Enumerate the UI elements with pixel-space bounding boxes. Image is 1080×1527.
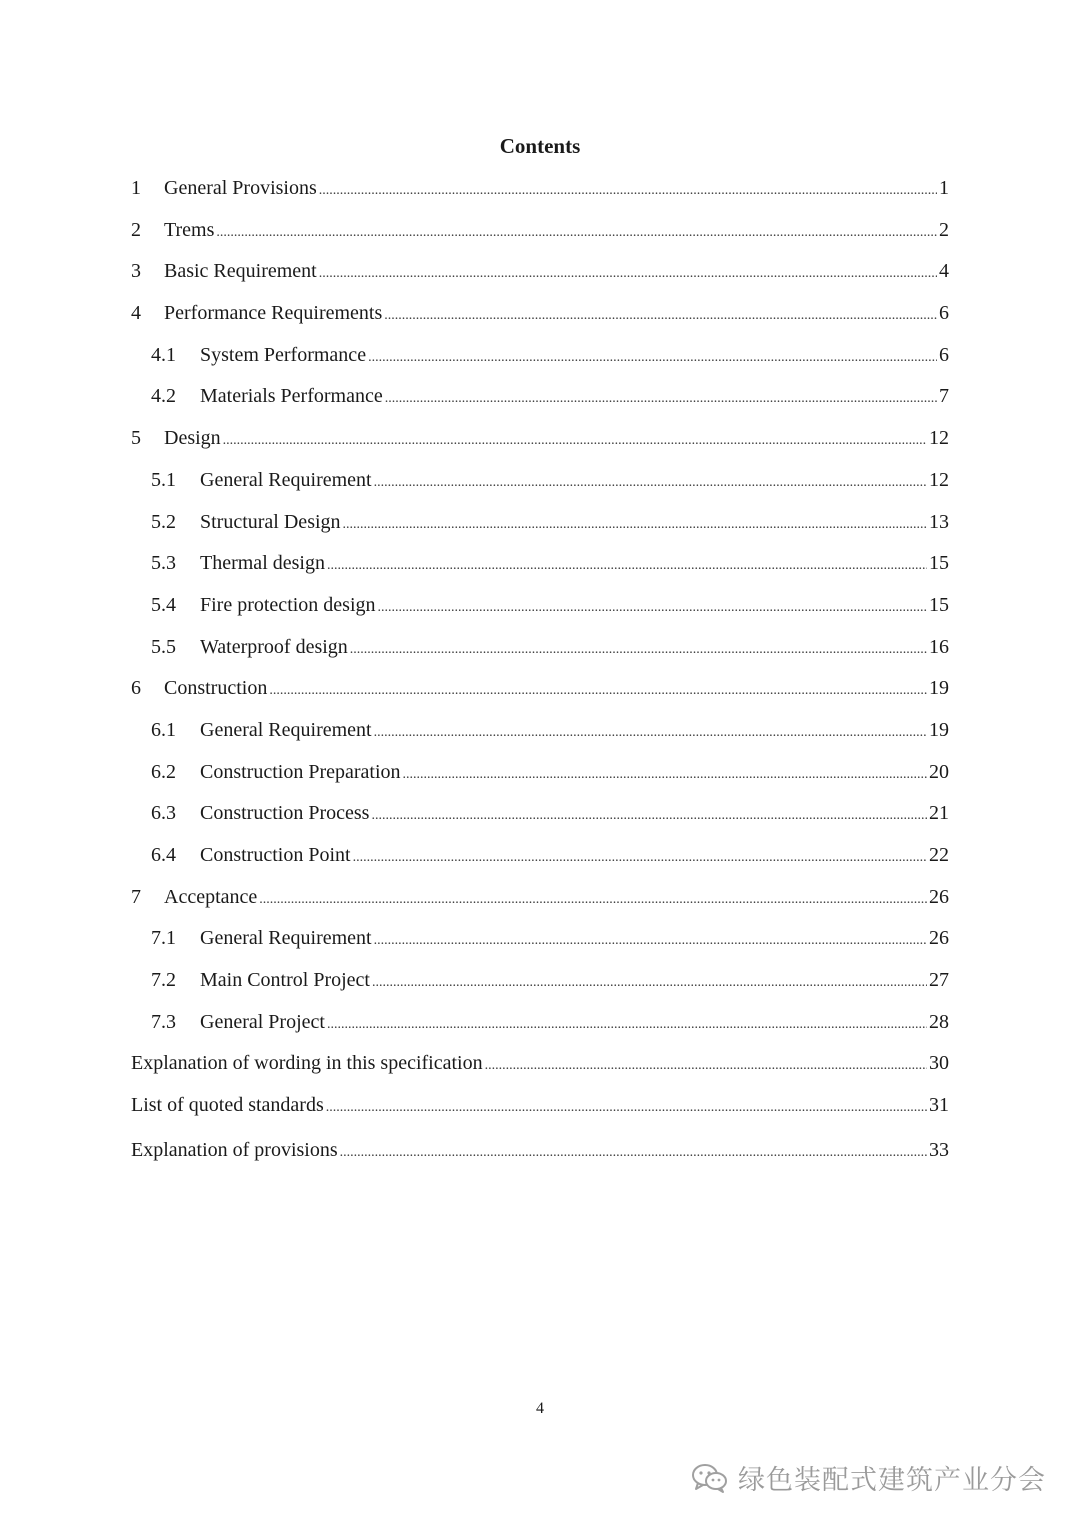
toc-dot-leader <box>485 1045 927 1085</box>
toc-entry[interactable] <box>131 502 949 544</box>
toc-entry-page: 1 <box>939 177 949 199</box>
toc-entry[interactable] <box>131 793 949 835</box>
toc-entry-title: List of quoted standards <box>131 1094 324 1117</box>
toc-dot-leader <box>384 295 937 335</box>
toc-dot-leader <box>372 962 927 1002</box>
toc-dot-leader <box>340 1129 927 1174</box>
toc-title: Contents <box>499 134 581 158</box>
toc-entry[interactable] <box>131 752 949 794</box>
toc-entry-page: 26 <box>929 885 949 908</box>
toc-dot-leader <box>371 795 927 835</box>
toc-entry[interactable] <box>131 960 949 1002</box>
toc-dot-leader <box>353 837 927 877</box>
toc-entry-number: 3 <box>131 260 141 283</box>
toc-dot-leader <box>403 754 927 794</box>
toc-dot-leader <box>350 629 927 669</box>
toc-entry[interactable] <box>131 1043 949 1085</box>
toc-entry-number: 5.5 <box>151 635 176 658</box>
toc-entry-number: 7 <box>131 885 141 908</box>
toc-entry[interactable] <box>131 1085 949 1127</box>
toc-entry-title: Waterproof design <box>200 635 348 658</box>
toc-entry[interactable] <box>131 251 949 293</box>
wechat-icon <box>690 1462 730 1494</box>
toc-entry-title: Acceptance <box>164 885 258 908</box>
toc-entry-page: 15 <box>929 552 949 575</box>
toc-entry-title: Trems <box>164 218 215 241</box>
toc-dot-leader <box>319 170 937 210</box>
toc-entry-title: Explanation of wording in this specification <box>131 1052 483 1075</box>
toc-entry-title: System Performance <box>200 343 367 366</box>
toc-entry[interactable] <box>131 418 949 460</box>
toc-entry[interactable] <box>131 710 949 752</box>
toc-dot-leader <box>327 545 927 585</box>
toc-entry-number: 4.2 <box>151 385 176 408</box>
toc-entry[interactable] <box>131 335 949 377</box>
toc-entry-page: 19 <box>929 677 949 700</box>
toc-entry-page: 13 <box>929 510 949 533</box>
toc-entry-number: 6 <box>131 677 141 700</box>
toc-dot-leader <box>216 212 937 252</box>
toc-entry-number: 2 <box>131 218 141 241</box>
toc-entry-number: 6.3 <box>151 802 176 825</box>
toc-entry-title: Explanation of provisions <box>131 1138 338 1161</box>
toc-dot-leader <box>374 920 927 960</box>
toc-entry-page: 6 <box>939 343 949 366</box>
toc-entry-title: Basic Requirement <box>164 260 317 283</box>
toc-entry-title: General Requirement <box>200 468 372 491</box>
toc-entry-page: 15 <box>929 593 949 616</box>
watermark-text: 绿色装配式建筑产业分会 <box>738 1465 1046 1496</box>
toc-entry-title: General Project <box>200 1010 325 1033</box>
toc-entry-page: 21 <box>929 802 949 825</box>
toc-entry-page: 30 <box>929 1052 949 1075</box>
toc-entry-title: Materials Performance <box>200 385 383 408</box>
toc-entry-page: 2 <box>939 218 949 241</box>
toc-entry-page: 27 <box>929 969 949 992</box>
toc-entry-number: 7.3 <box>151 1010 176 1033</box>
toc-dot-leader <box>368 337 937 377</box>
toc-entry-title: Construction Point <box>200 844 351 866</box>
toc-entry-title: Construction Preparation <box>200 760 401 783</box>
toc-entry-title: General Requirement <box>200 927 372 950</box>
toc-list <box>131 168 949 1174</box>
toc-entry-title: Construction <box>164 677 268 700</box>
toc-entry[interactable] <box>131 835 949 877</box>
toc-entry-page: 19 <box>929 718 949 741</box>
toc-dot-leader <box>269 670 927 710</box>
toc-entry-number: 4.1 <box>151 343 176 366</box>
toc-entry[interactable] <box>131 543 949 585</box>
toc-entry-page: 28 <box>929 1010 949 1033</box>
toc-dot-leader <box>374 712 927 752</box>
toc-entry-number: 1 <box>131 177 141 199</box>
toc-dot-leader <box>385 378 937 418</box>
toc-entry-title: Thermal design <box>200 552 325 575</box>
page-number: 4 <box>536 1400 544 1417</box>
toc-entry-page: 31 <box>929 1094 949 1117</box>
toc-entry-number: 5.4 <box>151 593 176 616</box>
toc-entry-number: 6.2 <box>151 760 176 783</box>
toc-entry-title: General Provisions <box>164 177 317 199</box>
toc-dot-leader <box>374 462 927 502</box>
toc-entry[interactable] <box>131 627 949 669</box>
toc-dot-leader <box>223 420 927 460</box>
toc-entry-number: 5.3 <box>151 552 176 575</box>
toc-entry-number: 5.2 <box>151 510 176 533</box>
toc-entry-page: 16 <box>929 635 949 658</box>
toc-entry-title: Performance Requirements <box>164 302 383 325</box>
toc-entry-number: 7.1 <box>151 927 176 950</box>
toc-entry-page: 26 <box>929 927 949 950</box>
toc-entry-page: 7 <box>939 385 949 408</box>
toc-dot-leader <box>259 879 927 919</box>
toc-entry-title: Design <box>164 427 221 450</box>
toc-entry[interactable] <box>131 585 949 627</box>
toc-entry-page: 12 <box>929 427 949 450</box>
toc-entry-page: 4 <box>939 260 949 283</box>
toc-entry-page: 12 <box>929 468 949 491</box>
toc-entry[interactable] <box>131 210 949 252</box>
watermark <box>690 1458 1046 1497</box>
toc-entry-page: 22 <box>929 844 949 866</box>
toc-entry-page: 20 <box>929 760 949 783</box>
toc-entry-title: Structural Design <box>200 510 341 533</box>
toc-dot-leader <box>319 253 937 293</box>
toc-entry-title: Fire protection design <box>200 593 376 616</box>
toc-entry-title: Construction Process <box>200 802 370 825</box>
toc-entry-page: 6 <box>939 302 949 325</box>
toc-entry[interactable] <box>131 918 949 960</box>
toc-entry-title: Main Control Project <box>200 969 370 992</box>
toc-entry[interactable] <box>131 376 949 418</box>
toc-entry-number: 5 <box>131 427 141 450</box>
toc-entry-number: 6.1 <box>151 718 176 741</box>
toc-entry[interactable] <box>131 1002 949 1044</box>
toc-entry-title: General Requirement <box>200 718 372 741</box>
toc-dot-leader <box>327 1004 927 1044</box>
toc-entry[interactable] <box>131 877 949 919</box>
toc-entry[interactable] <box>131 460 949 502</box>
toc-entry[interactable] <box>131 168 949 210</box>
toc-entry[interactable] <box>131 668 949 710</box>
toc-dot-leader <box>378 587 927 627</box>
toc-entry-number: 4 <box>131 302 141 325</box>
toc-entry-number: 7.2 <box>151 969 176 992</box>
toc-dot-leader <box>326 1087 927 1127</box>
toc-entry-number: 5.1 <box>151 468 176 491</box>
toc-entry[interactable] <box>131 1127 949 1174</box>
toc-entry-page: 33 <box>929 1138 949 1161</box>
toc-entry[interactable] <box>131 293 949 335</box>
toc-dot-leader <box>343 504 927 544</box>
toc-entry-number: 6.4 <box>151 844 176 866</box>
